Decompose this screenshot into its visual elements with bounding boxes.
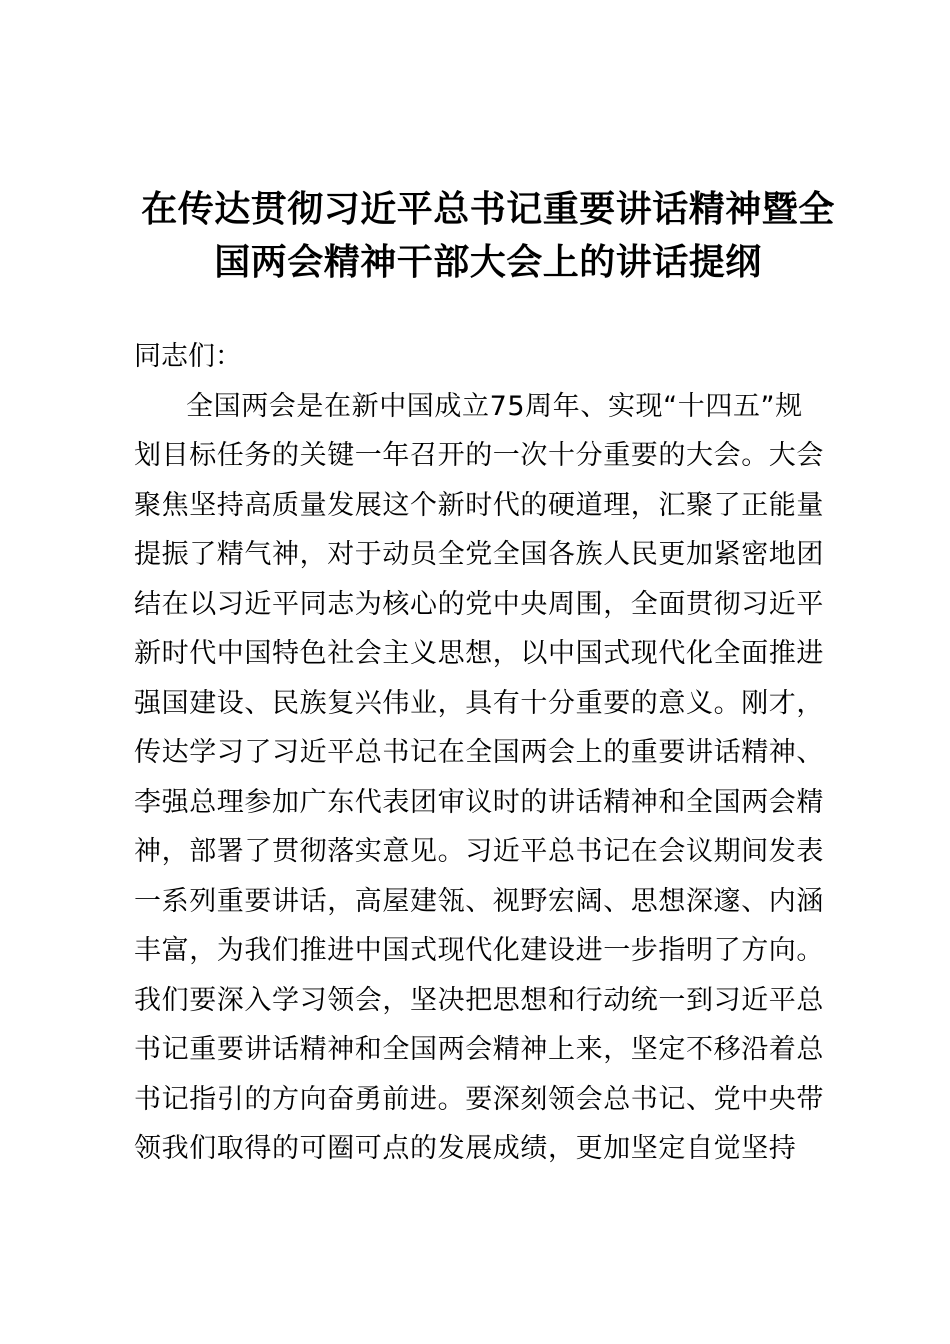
paragraph-line: 李强总理参加广东代表团审议时的讲话精神和全国两会精: [134, 786, 824, 818]
title-line: 国两会精神干部大会上的讲话提纲: [214, 242, 762, 283]
paragraph-line: 强国建设、民族复兴伟业，具有十分重要的意义。刚才，: [134, 687, 824, 719]
paragraph-line: 神，部署了贯彻落实意见。习近平总书记在会议期间发表: [134, 836, 824, 867]
paragraph-line: 书记重要讲话精神和全国两会精神上来，坚定不移沿着总: [134, 1034, 824, 1065]
paragraph-line: 聚焦坚持高质量发展这个新时代的硬道理，汇聚了正能量: [134, 489, 824, 521]
body-paragraph: [134, 382, 834, 1174]
paragraph-line: 一系列重要讲话，高屋建瓴、视野宏阔、思想深邃、内涵: [134, 885, 824, 917]
paragraph-line: 领我们取得的可圈可点的发展成绩，更加坚定自觉坚持: [134, 1133, 797, 1164]
paragraph-line: 新时代中国特色社会主义思想，以中国式现代化全面推进: [134, 638, 824, 669]
paragraph-line: 传达学习了习近平总书记在全国两会上的重要讲话精神、: [134, 737, 824, 768]
paragraph-line: 全国两会是在新中国成立75周年、实现“十四五”规: [186, 390, 803, 422]
salutation: 同志们：: [134, 341, 242, 372]
paragraph-line: 结在以习近平同志为核心的党中央周围，全面贯彻习近平: [134, 588, 824, 620]
paragraph-line: 书记指引的方向奋勇前进。要深刻领会总书记、党中央带: [134, 1083, 824, 1115]
document-title: [118, 183, 858, 289]
paragraph-line: 划目标任务的关键一年召开的一次十分重要的大会。大会: [134, 440, 824, 471]
paragraph-line: 丰富，为我们推进中国式现代化建设进一步指明了方向。: [134, 935, 824, 966]
document-body: [134, 332, 834, 1174]
paragraph-line: 提振了精气神，对于动员全党全国各族人民更加紧密地团: [134, 539, 824, 570]
title-line: 在传达贯彻习近平总书记重要讲话精神暨全: [141, 189, 835, 230]
paragraph-line: 我们要深入学习领会，坚决把思想和行动统一到习近平总: [134, 984, 824, 1016]
